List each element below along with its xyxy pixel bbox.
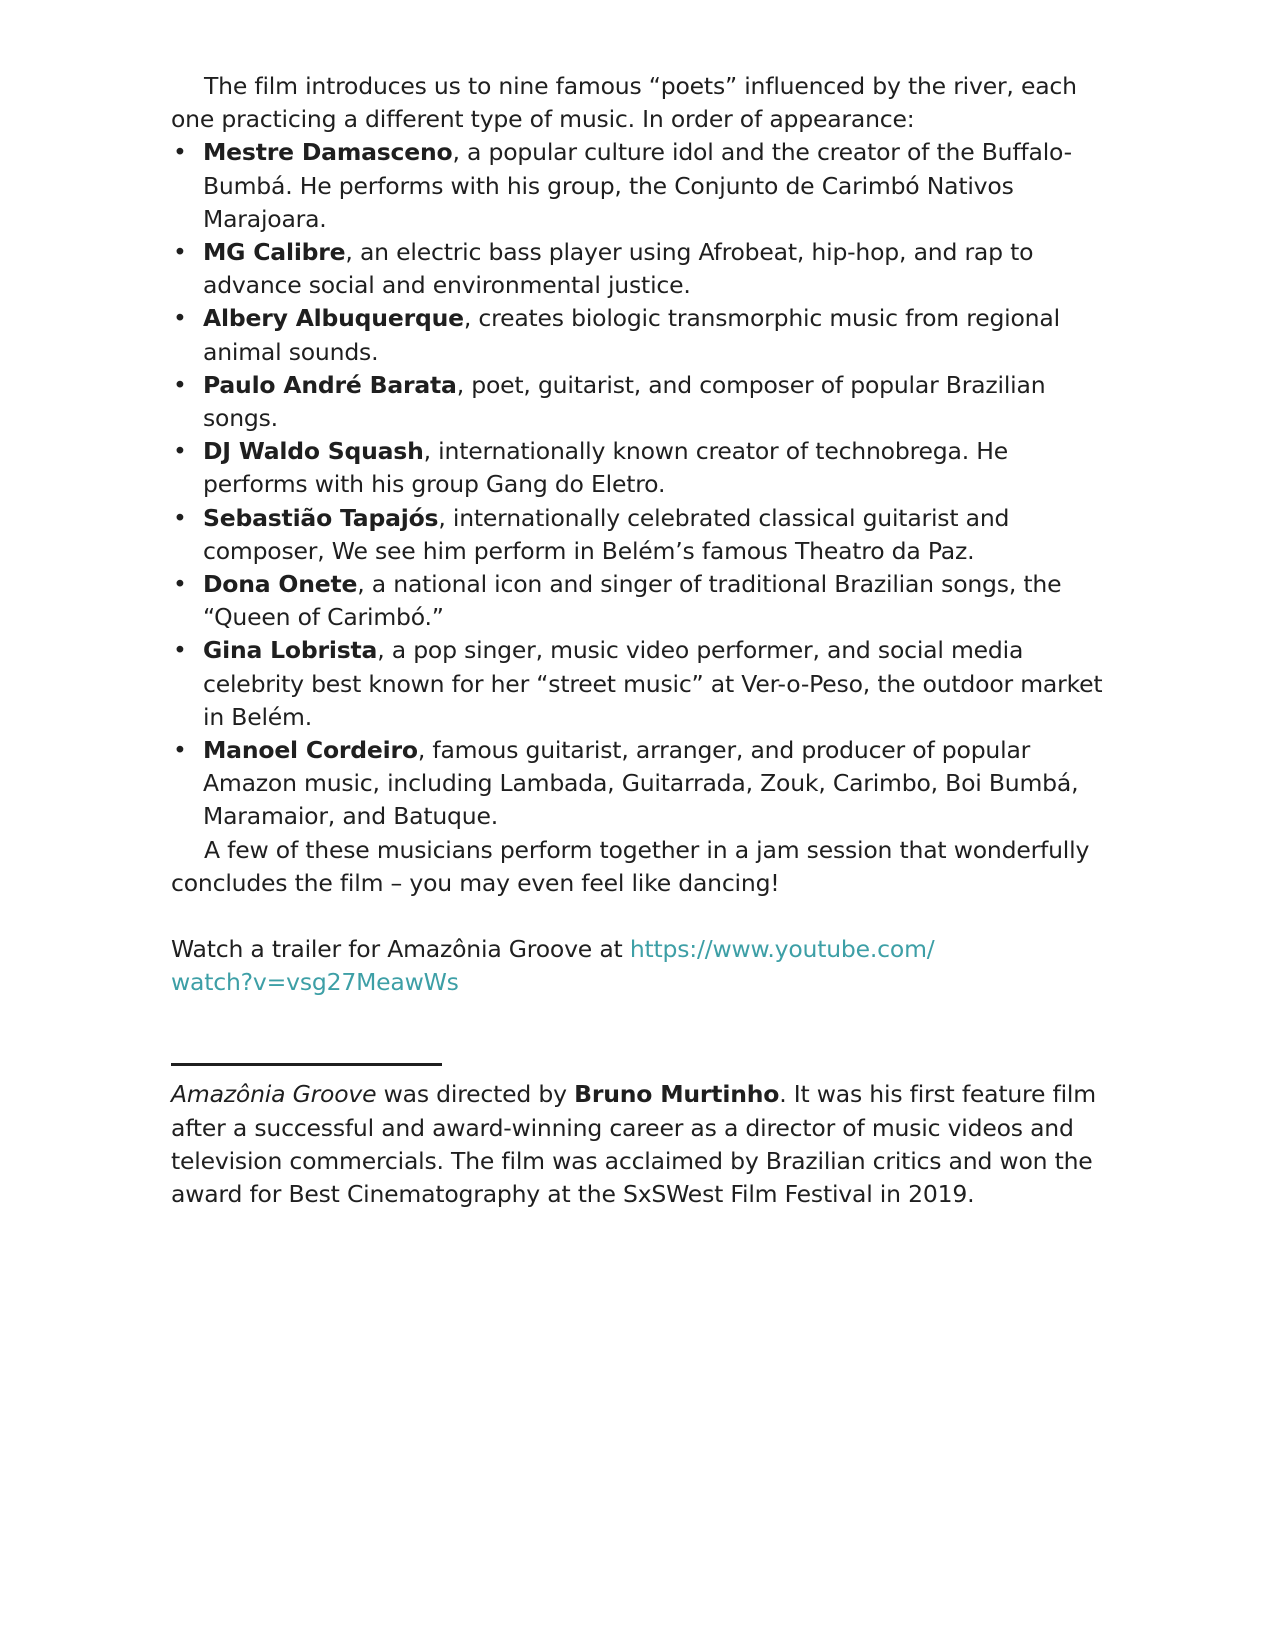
musician-name: Paulo André Barata — [203, 370, 457, 399]
footnote-text-part2: . It was his first feature film after a successful and award-winning career as a director of music videos and television commercials. The film was acclaimed by Brazilian critics and won the award for Best Cinematography at the SxSWest Film Festival in 2019. — [171, 1080, 1096, 1209]
footnote-director: Bruno Murtinho — [574, 1080, 780, 1109]
intro-paragraph: The film introduces us to nine famous “poets” influenced by the river, each one practicing a different type of music. In order of appearance: — [171, 72, 1077, 134]
list-item — [171, 502, 1111, 568]
bullet-icon: • — [173, 570, 187, 599]
musician-name: Albery Albuquerque — [203, 304, 464, 333]
bullet-icon: • — [173, 370, 187, 399]
bullet-icon: • — [173, 138, 187, 167]
list-item — [171, 302, 1111, 368]
musician-name: Gina Lobrista — [203, 636, 378, 665]
musician-description: , internationally known creator of technobrega. He performs with his group Gang do Eletro. — [203, 437, 1008, 499]
footnote-text-part1: was directed by — [376, 1080, 575, 1109]
musician-name: Manoel Cordeiro — [203, 736, 418, 765]
trailer-paragraph — [171, 933, 1111, 999]
musician-description: , a popular culture idol and the creator of the Buffalo-Bumbá. He performs with his group, the Conjunto de Carimbó Nativos Marajoara. — [203, 138, 1072, 233]
list-item — [171, 435, 1111, 501]
document-page — [171, 70, 1111, 1211]
footnote-divider — [171, 1063, 442, 1066]
musician-description: , internationally celebrated classical guitarist and composer, We see him perform in Belém’s famous Theatro da Paz. — [203, 503, 1010, 565]
musician-name: Dona Onete — [203, 570, 358, 599]
bullet-icon: • — [173, 736, 187, 765]
trailer-prefix: Watch a trailer for Amazônia Groove at — [171, 935, 630, 964]
musician-list — [171, 136, 1111, 833]
musician-name: DJ Waldo Squash — [203, 437, 424, 466]
footnote-paragraph — [171, 1078, 1111, 1211]
list-item — [171, 369, 1111, 435]
musician-description: , famous guitarist, arranger, and producer of popular Amazon music, including Lambada, Guitarrada, Zouk, Carimbo, Boi Bumbá, Maramaior, and Batuque. — [203, 736, 1079, 831]
footnote-film-title: Amazônia Groove — [171, 1080, 377, 1109]
musician-description: , poet, guitarist, and composer of popular Brazilian songs. — [203, 370, 1046, 433]
bullet-icon: • — [173, 636, 187, 665]
list-item — [171, 634, 1111, 734]
trailer-link-line2: watch?v=vsg27MeawWs — [171, 968, 459, 997]
closing-paragraph: A few of these musicians perform together in a jam session that wonderfully concludes the film – you may even feel like dancing! — [171, 835, 1090, 897]
bullet-icon: • — [173, 238, 187, 267]
trailer-link-line1: https://www.youtube.com/ — [629, 935, 935, 964]
bullet-icon: • — [173, 503, 187, 532]
list-item — [171, 734, 1111, 834]
musician-description: , creates biologic transmorphic music from regional animal sounds. — [203, 304, 1060, 366]
musician-description: , an electric bass player using Afrobeat, hip-hop, and rap to advance social and environmental justice. — [203, 238, 1034, 300]
list-item — [171, 136, 1111, 236]
musician-description: , a pop singer, music video performer, and social media celebrity best known for her “street music” at Ver-o-Peso, the outdoor market in Belém. — [203, 636, 1103, 731]
musician-description: , a national icon and singer of traditional Brazilian songs, the “Queen of Carimbó.” — [203, 570, 1062, 632]
musician-name: MG Calibre — [203, 238, 346, 267]
bullet-icon: • — [173, 304, 187, 333]
paragraph-gap — [171, 900, 1111, 933]
musician-name: Mestre Damasceno — [203, 138, 453, 167]
bullet-icon: • — [173, 437, 187, 466]
list-item — [171, 568, 1111, 634]
list-item — [171, 236, 1111, 302]
musician-name: Sebastião Tapajós — [203, 503, 439, 532]
